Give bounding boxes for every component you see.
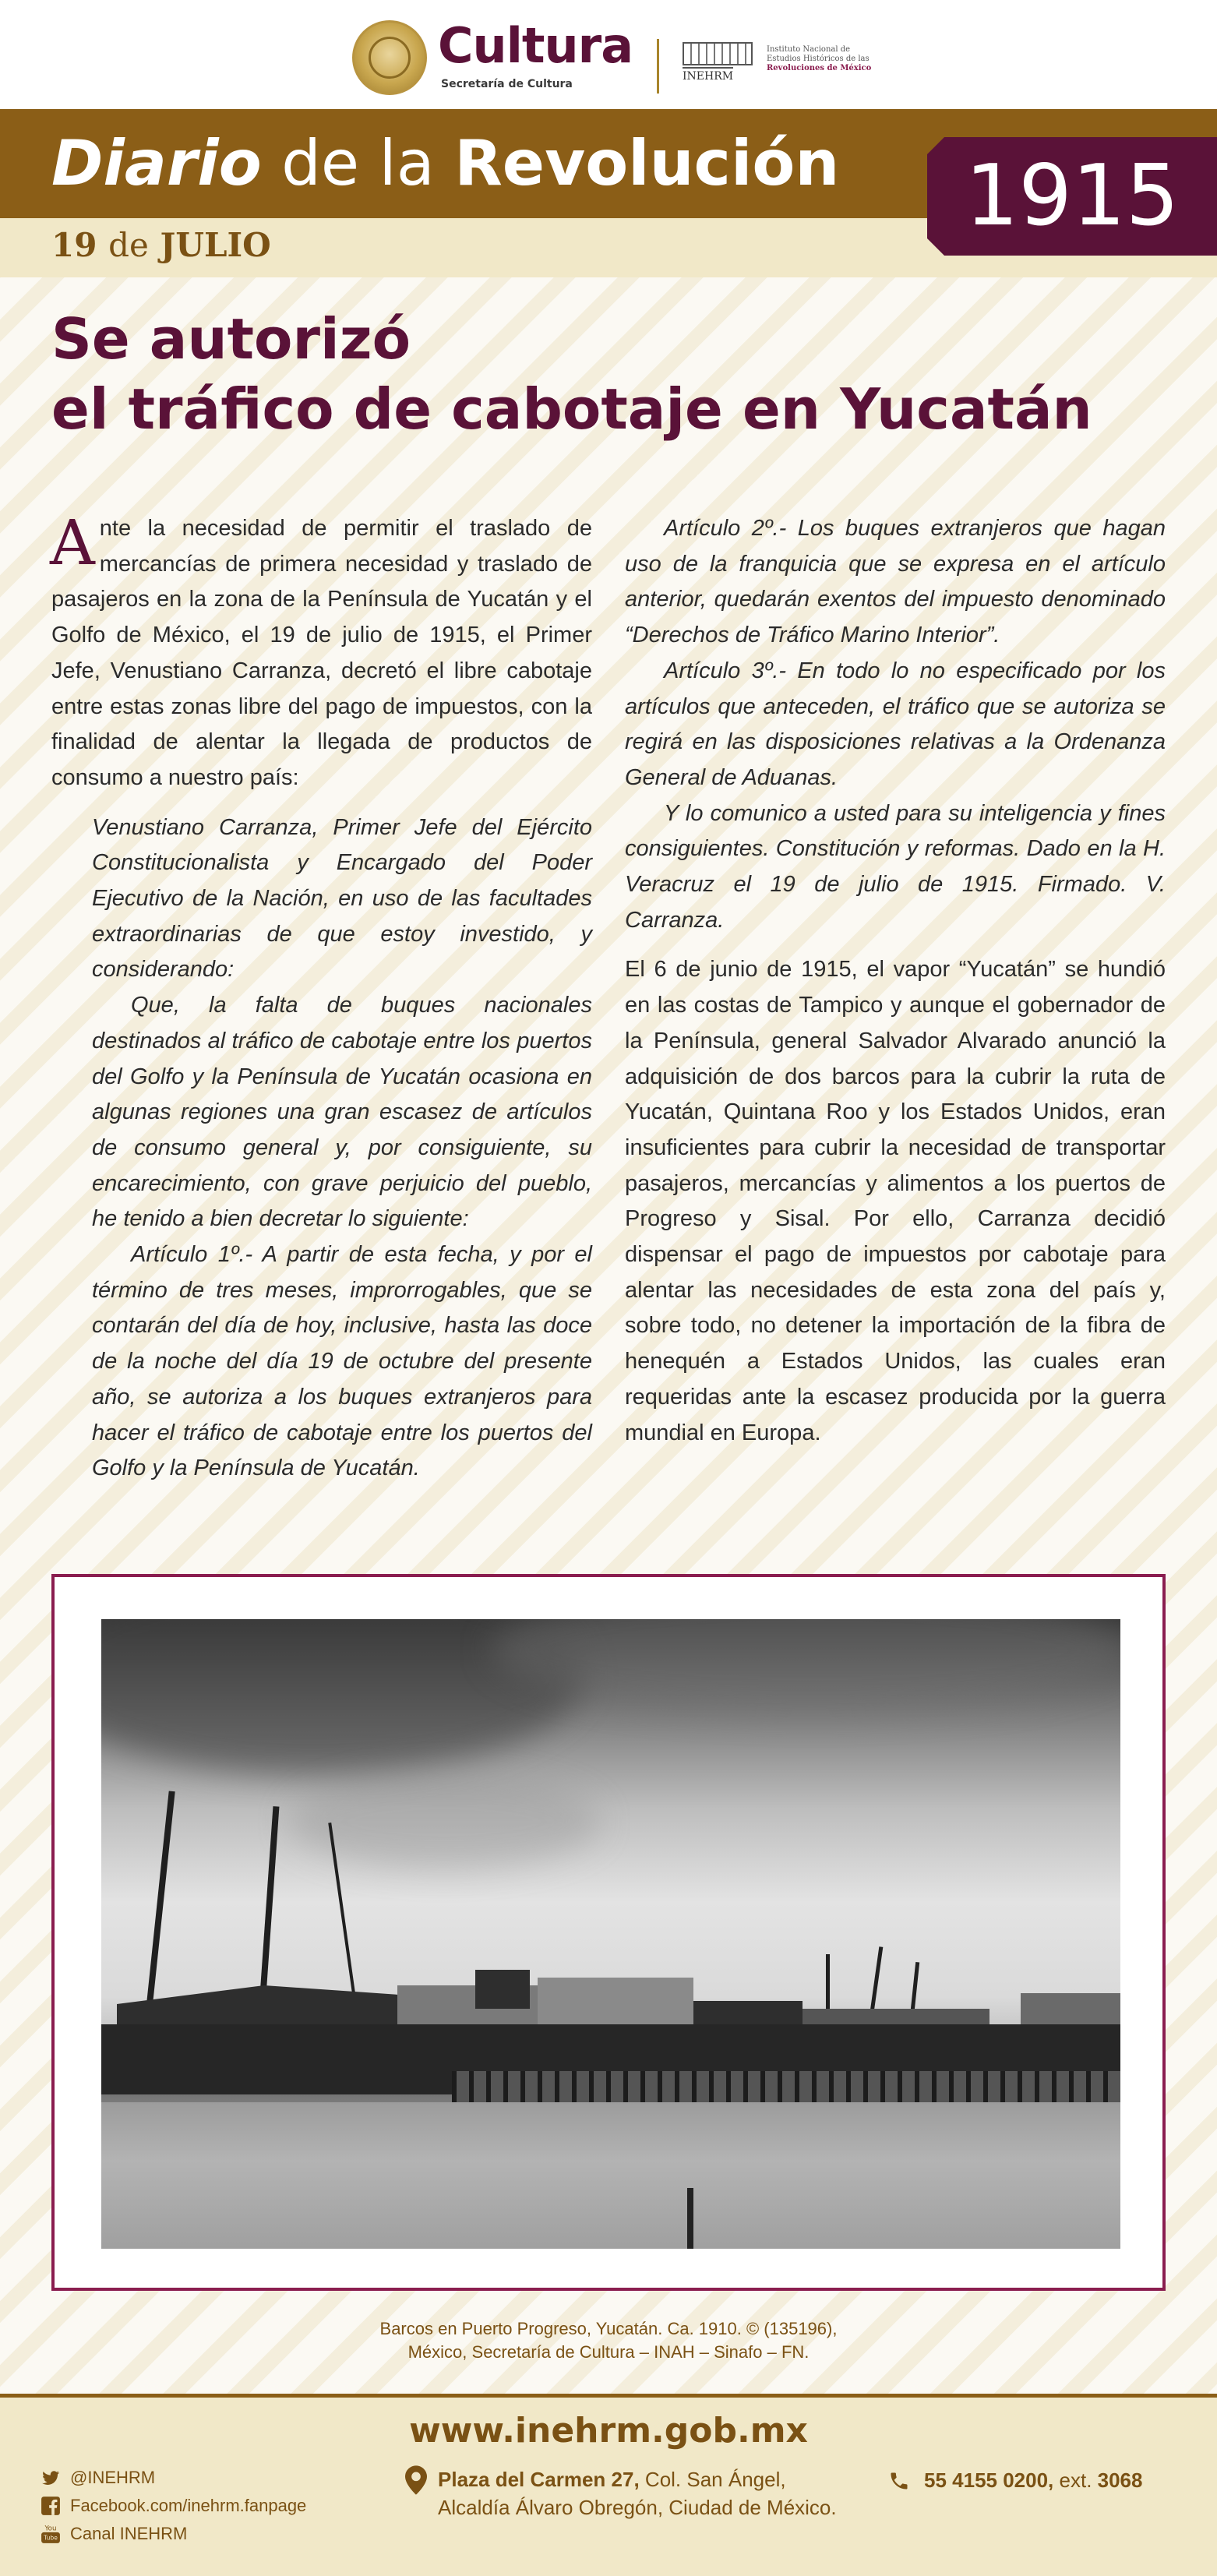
photo-caption-line-1: Barcos en Puerto Progreso, Yucatán. Ca. 1910. © (135196), (379, 2319, 838, 2338)
drop-cap: A (50, 506, 95, 579)
facebook-icon (41, 2496, 61, 2516)
seal-icon (352, 20, 427, 95)
logo-divider (657, 39, 659, 94)
building-icon (683, 42, 753, 65)
address-street: Plaza del Carmen 27, (438, 2468, 640, 2491)
decree-quote (92, 810, 592, 1487)
pier (452, 2071, 1120, 2102)
phone-ext-label: ext. (1053, 2468, 1098, 2492)
inehrm-line-1: Instituto Nacional de (767, 45, 851, 54)
year-label: 1915 (965, 147, 1180, 245)
decree-article-2: Artículo 2º.- Los buques extranjeros que hagan uso de la franquicia que se expresa en el artículo anterior, quedarán exentos del impuesto denominado “Derechos de Tráfico Marino Interior”. (625, 516, 1166, 648)
phone-block (888, 2468, 1142, 2493)
series-title (51, 125, 839, 203)
address-colonia: Col. San Ángel, (639, 2468, 786, 2491)
decree-signature: Y lo comunico a usted para su inteligencia y fines consiguientes. Constitución y reformas. Dado en la H. Veracruz el 19 de julio de 1915. Firmado. V. Carranza. (625, 800, 1166, 933)
twitter-icon (41, 2468, 61, 2488)
series-title-de-la: de la (261, 127, 455, 199)
page-title-line-1: Se autorizó (51, 306, 411, 372)
decree-quote-continued (625, 511, 1166, 938)
inehrm-logo-text: INEHRM (683, 67, 733, 83)
inehrm-logo (683, 42, 764, 83)
address-city: Alcaldía Álvaro Obregón, Ciudad de México. (438, 2496, 837, 2519)
youtube-channel: Canal INEHRM (70, 2524, 188, 2543)
svg-text:You: You (44, 2525, 57, 2533)
historic-port-photo (101, 1619, 1120, 2249)
facebook-link[interactable] (41, 2492, 306, 2520)
youtube-link[interactable] (41, 2520, 306, 2548)
inehrm-line-2: Estudios Históricos de las (767, 55, 870, 63)
svg-text:Tube: Tube (44, 2534, 58, 2542)
twitter-handle: @INEHRM (70, 2468, 156, 2487)
decree-paragraph-2: Que, la falta de buques nacionales destinados al tráfico de cabotaje entre los puertos del Golfo y la Península de Yucatán ocasiona en algunas regiones una gran escasez de artículos de consumo general y, por consiguiente, su encarecimiento, con grave perjuicio del pueblo, he tenido a bien decretar lo siguiente: (92, 993, 592, 1232)
social-links (41, 2464, 306, 2548)
decree-paragraph-1: Venustiano Carranza, Primer Jefe del Ejército Constitucionalista y Encargado del Poder Ejecutivo de la Nación, en uso de las facultades extraordinarias de que estoy investido, y considerando: (92, 814, 592, 983)
phone-icon (888, 2470, 910, 2492)
page-title-line-2: el tráfico de cabotaje en Yucatán (51, 376, 1092, 442)
phone-extension: 3068 (1097, 2468, 1143, 2492)
article-closing: El 6 de junio de 1915, el vapor “Yucatán” se hundió en las costas de Tampico y aunque el gobernador de la Península, general Salvador Alvarado anunció la adquisición de dos barcos para la cubrir la ruta de Yucatán, Quintana Roo y los Estados Unidos, eran insuficientes para cubrir la necesidad de transportar pasajeros, mercancías y alimentos a los puertos de Progreso y Sisal. Por ello, Carranza decidió dispensar el pago de impuestos por cabotaje para alentar las necesidades de esta zona del país y, sobre todo, no detener la importación de la fibra de henequén a Estados Unidos, las cuales eran requeridas ante la escasez producida por la guerra mundial en Europa. (625, 957, 1166, 1445)
inehrm-fullname (767, 45, 891, 73)
date-day: 19 (51, 226, 97, 264)
cultura-logo-text: Cultura (438, 17, 633, 74)
inehrm-line-3: Revoluciones de México (767, 64, 872, 72)
article-column-left (50, 506, 592, 1487)
location-pin-icon (405, 2465, 427, 2495)
water (101, 2102, 1120, 2249)
photo-caption (0, 2317, 1217, 2364)
website-link[interactable]: www.inehrm.gob.mx (409, 2411, 808, 2451)
date-label (51, 226, 271, 264)
article-intro (50, 506, 592, 796)
mooring-post (687, 2188, 693, 2249)
article-intro-text: nte la necesidad de permitir el traslado de mercancías de primera necesidad y traslado de pasajeros en la zona de la Península de Yucatán y el Golfo de México, el 19 de julio de 1915, el Primer Jefe, Venustiano Carranza, decretó el libre cabotaje entre estas zonas libre del pago de impuestos, con la finalidad de alentar la llegada de productos de consumo a nuestro país: (51, 516, 592, 790)
series-title-diario: Diario (51, 127, 262, 199)
twitter-link[interactable] (41, 2464, 306, 2492)
page-title (51, 304, 1158, 444)
address-block (405, 2465, 837, 2521)
decree-article-3: Artículo 3º.- En todo lo no especificado por los artículos que anteceden, el tráfico que se autoriza se regirá en las disposiciones relativas a la Ordenanza General de Aduanas. (625, 658, 1166, 790)
cultura-subtitle: Secretaría de Cultura (441, 78, 573, 90)
series-title-revolucion: Revolución (454, 127, 840, 199)
article-column-right (625, 511, 1166, 1451)
photo-caption-line-2: México, Secretaría de Cultura – INAH – Sinafo – FN. (407, 2342, 810, 2362)
phone-number: 55 4155 0200, (924, 2468, 1054, 2492)
youtube-icon (41, 2524, 61, 2544)
date-month: JULIO (160, 226, 271, 264)
logo-bar (0, 0, 1217, 109)
decree-article-1: Artículo 1º.- A partir de esta fecha, y por el término de tres meses, improrrogables, que se contarán del día de hoy, inclusive, hasta las doce de la noche del día 19 de octubre del presente año, se autoriza a los buques extranjeros para hacer el tráfico de cabotaje entre los puertos del Golfo y la Península de Yucatán. (92, 1242, 592, 1481)
facebook-page: Facebook.com/inehrm.fanpage (70, 2496, 307, 2515)
date-de: de (108, 226, 149, 264)
